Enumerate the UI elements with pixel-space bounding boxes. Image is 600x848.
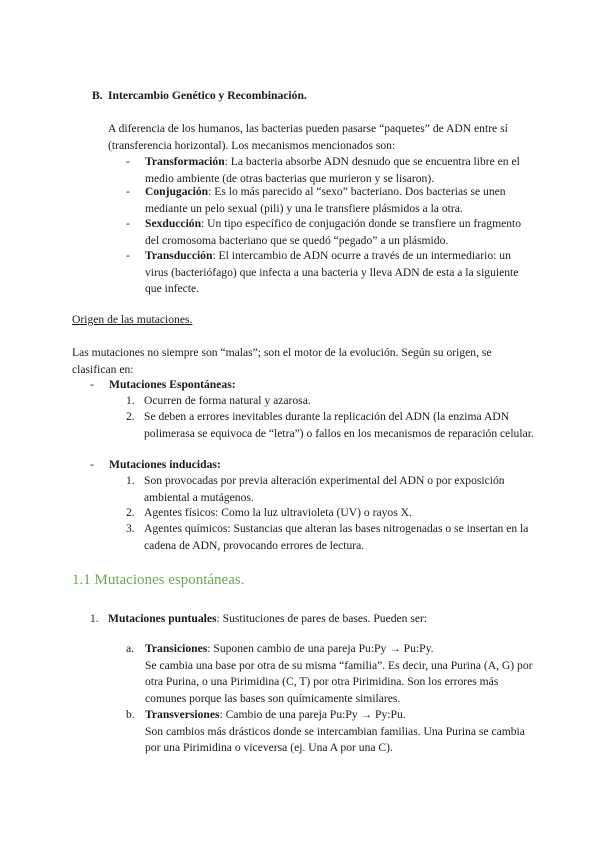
- list-bullet: -: [126, 155, 130, 168]
- text-transiciones: : Suponen cambio de una pareja Pu:Py → Pu:Py.: [207, 642, 434, 655]
- list-bullet: -: [126, 217, 130, 230]
- section-b-title: Intercambio Genético y Recombinación.: [108, 89, 307, 102]
- list-item: [126, 393, 536, 410]
- list-number: 1.: [126, 394, 135, 407]
- term-transversiones: Transversiones: [145, 708, 220, 721]
- list-item: [126, 409, 536, 442]
- induced-item-1: Son provocadas por previa alteración experimental del ADN o por exposición ambiental a mutágenos.: [144, 474, 505, 504]
- spontaneous-item-1: Ocurren de forma natural y azarosa.: [144, 394, 311, 407]
- text-sexduccion: : Un tipo específico de conjugación donde se transfiere un fragmento del cromosoma bacteriano que se quedó “pegado” a un plásmido.: [145, 217, 522, 247]
- list-bullet: -: [90, 378, 94, 391]
- list-number: 1.: [90, 612, 99, 625]
- induced-item-2: Agentes físicos: Como la luz ultravioleta (UV) o rayos X.: [144, 506, 412, 519]
- list-item-mutaciones-puntuales: [90, 611, 536, 628]
- origen-intro: Las mutaciones no siempre son “malas”; son el motor de la evolución. Según su origen, se clasifican en:: [72, 346, 492, 376]
- term-transduccion: Transducción: [145, 249, 213, 262]
- list-number: 2.: [126, 506, 135, 519]
- section-b-marker: B.: [92, 89, 103, 102]
- list-bullet: -: [126, 249, 130, 262]
- list-number: 1.: [126, 474, 135, 487]
- list-item-transiciones: [126, 641, 536, 707]
- list-number: 3.: [126, 522, 135, 535]
- list-item: [126, 473, 536, 506]
- text-transversiones: : Cambio de una pareja Pu:Py → Py:Pu.: [219, 708, 406, 721]
- induced-item-3: Agentes químicos: Sustancias que alteran las bases nitrogenadas o se insertan en la cadena de ADN, provocando errores de lectura.: [144, 522, 529, 552]
- term-transformacion: Transformación: [145, 155, 225, 168]
- term-sexduccion: Sexducción: [145, 217, 202, 230]
- term-conjugacion: Conjugación: [145, 185, 209, 198]
- list-item: [126, 505, 536, 522]
- spontaneous-label: Mutaciones Espontáneas:: [109, 378, 236, 391]
- list-item: [126, 521, 536, 554]
- spontaneous-item-2: Se deben a errores inevitables durante la replicación del ADN (la enzima ADN polimerasa se equivoca de “letra”) o fallos en los mecanismos de reparación celular.: [144, 410, 534, 440]
- list-item-transduccion: [126, 248, 536, 298]
- detail-transiciones: Se cambia una base por otra de su misma “familia”. Es decir, una Purina (A, G) por otra Purina, o una Pirimidina (C, T) por otra Pirimidina. Son los errores más comunes porque las bases son químicamente similares.: [145, 658, 533, 705]
- list-item-transversiones: [126, 707, 536, 757]
- text-conjugacion: : Es lo más parecido al “sexo” bacteriano. Dos bacterias se unen mediante un pelo sexual (pili) y una le transfiere plásmidos a la otra.: [145, 185, 506, 215]
- term-transiciones: Transiciones: [145, 642, 208, 655]
- list-number: 2.: [126, 410, 135, 423]
- list-bullet: -: [90, 458, 94, 471]
- induced-label: Mutaciones inducidas:: [109, 458, 221, 471]
- list-letter: b.: [126, 708, 135, 721]
- detail-transversiones: Son cambios más drásticos donde se intercambian familias. Una Purina se cambia por una Pirimidina o viceversa (ej. Una A por una C).: [145, 724, 525, 754]
- text-transduccion: : El intercambio de ADN ocurre a través de un intermediario: un virus (bacteriófago) que infecta a una bacteria y lleva ADN de esta a la siguiente que infecte.: [145, 249, 519, 295]
- text-mutaciones-puntuales: : Sustituciones de pares de bases. Pueden ser:: [216, 612, 428, 625]
- list-item-conjugacion: [126, 184, 536, 217]
- list-letter: a.: [126, 642, 135, 655]
- list-bullet: -: [126, 185, 130, 198]
- list-item-sexduccion: [126, 216, 536, 249]
- section-1-1-title: 1.1 Mutaciones espontáneas.: [72, 572, 245, 588]
- text-transformacion: : La bacteria absorbe ADN desnudo que se encuentra libre en el medio ambiente (de otras bacterias que murieron y se lisaron).: [145, 155, 520, 185]
- origen-heading: Origen de las mutaciones.: [72, 313, 193, 326]
- list-item-transformacion: [126, 154, 536, 187]
- section-b-intro: A diferencia de los humanos, las bacterias pueden pasarse “paquetes” de ADN entre sí (transferencia horizontal). Los mecanismos mencionados son:: [108, 122, 508, 152]
- term-mutaciones-puntuales: Mutaciones puntuales: [108, 612, 217, 625]
